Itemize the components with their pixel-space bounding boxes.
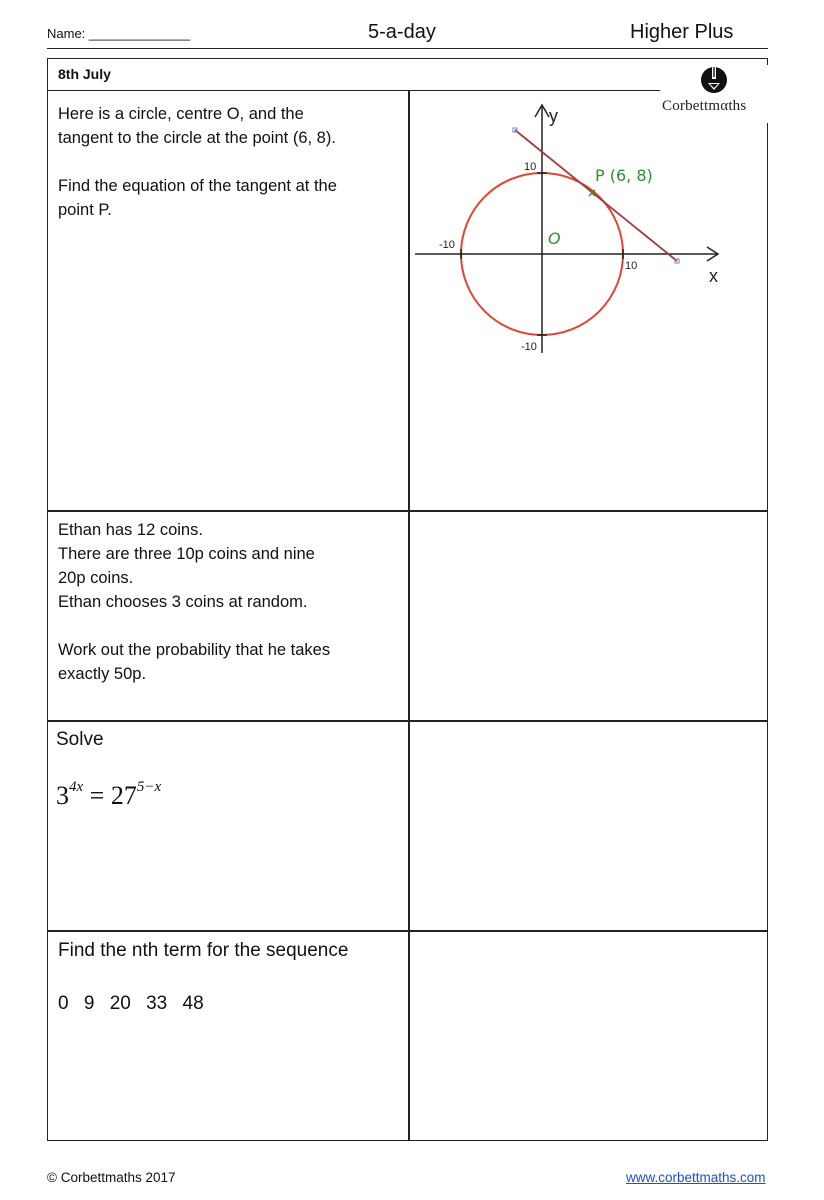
equation (56, 779, 161, 811)
point-p-label: P (6, 8) (595, 166, 653, 185)
question-4-label: Find the nth term for the sequence (58, 940, 349, 961)
row-divider (48, 510, 767, 512)
name-field-label: Name: ______________ (47, 26, 191, 41)
equation-base: 27 (110, 781, 137, 810)
row-divider (48, 930, 767, 932)
worksheet-grid (47, 58, 768, 1141)
centre-label: O (548, 229, 561, 248)
logo-text: Corbettmαths (662, 98, 747, 114)
circle-tangent-diagram (409, 91, 766, 381)
question-text: 20p coins. (58, 569, 134, 587)
tick-label-y-10: 10 (524, 161, 537, 173)
tick-label-y-neg10: -10 (521, 341, 537, 353)
tangent-line (515, 130, 677, 261)
level-label: Higher Plus (630, 21, 734, 43)
sequence-values: 0 9 20 33 48 (58, 993, 204, 1014)
equation-base: 3 (56, 781, 69, 810)
question-text: There are three 10p coins and nine (58, 545, 315, 563)
question-3-label: Solve (56, 729, 104, 750)
question-1 (58, 102, 398, 222)
equation-equals: = (89, 781, 105, 810)
question-text: point P. (58, 201, 112, 219)
copyright-text: © Corbettmaths 2017 (47, 1170, 176, 1185)
question-text: Work out the probability that he takes (58, 641, 331, 659)
question-text: Here is a circle, centre O, and the (58, 105, 304, 123)
y-axis-label: y (549, 106, 558, 126)
question-text: exactly 50p. (58, 665, 147, 683)
question-text: Ethan has 12 coins. (58, 521, 203, 539)
website-link[interactable]: www.corbettmaths.com (626, 1170, 766, 1185)
question-2 (58, 518, 398, 686)
tick-label-x-10: 10 (625, 260, 638, 272)
worksheet-title: 5-a-day (368, 21, 436, 43)
question-text: tangent to the circle at the point (6, 8). (58, 129, 336, 147)
date-label: 8th July (58, 66, 111, 82)
question-text: Find the equation of the tangent at the (58, 177, 337, 195)
tick-label-x-neg10: -10 (439, 239, 455, 251)
header-rule (47, 48, 768, 49)
equation-exponent: 4x (69, 779, 84, 795)
question-text: Ethan chooses 3 coins at random. (58, 593, 308, 611)
equation-exponent: 5−x (136, 779, 162, 795)
row-divider (48, 720, 767, 722)
x-axis-label: x (709, 266, 718, 286)
